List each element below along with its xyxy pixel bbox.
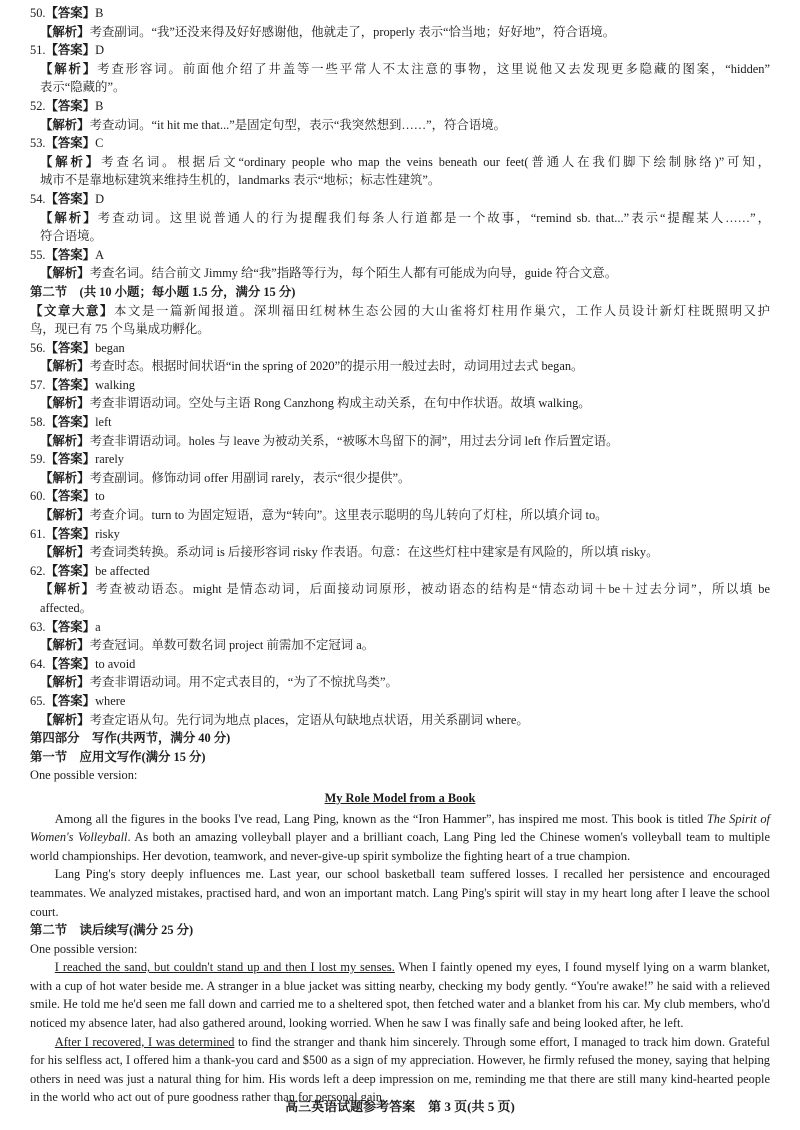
- analysis-line: [30, 543, 770, 562]
- question-number: 53.: [30, 136, 46, 151]
- answer-value: be affected: [95, 563, 150, 578]
- analysis-label: 【解析】: [40, 210, 98, 225]
- essay1-paragraph-1: [30, 810, 770, 866]
- question-number: 51.: [30, 43, 46, 58]
- answer-line: [30, 41, 770, 60]
- analysis-text: 考查被动语态。might 是情态动词，后面接动词原形，被动语态的结构是“情态动词＋be＋过去分词”，所以填 be: [95, 582, 770, 597]
- essay1: [30, 810, 770, 922]
- analysis-line: [30, 580, 770, 599]
- answer-label: 【答案】: [45, 136, 96, 151]
- essay1-title: My Role Model from a Book: [324, 790, 476, 805]
- question-number: 50.: [30, 6, 46, 20]
- answer-line: [30, 190, 770, 209]
- answer-label: 【答案】: [45, 247, 96, 262]
- answer-line: [30, 450, 770, 469]
- analysis-text: 考查形容词。前面他介绍了井盖等一些平常人不太注意的事物，这里说他又去发现更多隐藏的图案，“hidden”: [97, 61, 770, 76]
- answer-label: 【答案】: [45, 98, 96, 113]
- answer-value: where: [95, 693, 126, 708]
- analysis-label: 【解析】: [40, 470, 90, 485]
- analysis-text: 考查动词。“it hit me that...”是固定句型，表示“我突然想到……”，符合语境。: [89, 117, 506, 132]
- question-number: 55.: [30, 247, 46, 262]
- answer-line: [30, 487, 770, 506]
- analysis-label: 【解析】: [40, 24, 90, 39]
- analysis-line: [30, 711, 770, 730]
- answer-label: 【答案】: [45, 43, 96, 58]
- answer-line: [30, 655, 770, 674]
- analysis-label: 【解析】: [40, 266, 90, 281]
- analysis-line: [30, 636, 770, 655]
- answer-label: 【答案】: [45, 377, 96, 392]
- analysis-line: [30, 599, 770, 618]
- answer-line: [30, 246, 770, 265]
- summary-line: [30, 302, 770, 321]
- answer-label: 【答案】: [45, 191, 96, 206]
- answer-label: 【答案】: [45, 693, 96, 708]
- essay1-p1-text-b: . As both an amazing volleyball player and a brilliant coach, Lang Ping led the Chinese women's volleyball team to multiple world championships. Her devotion, teamwork, and never-give-up spirit symbolize the fighting heart of a true champion.: [30, 830, 771, 863]
- analysis-line: [30, 673, 770, 692]
- section2-heading: 第二节 (共 10 小题；每小题 1.5 分，满分 15 分): [30, 284, 296, 299]
- analysis-label: 【解析】: [40, 545, 90, 560]
- answer-label: 【答案】: [45, 656, 96, 671]
- question-number: 57.: [30, 377, 46, 392]
- answer-value: D: [95, 191, 105, 206]
- essay1-paragraph-2: Lang Ping's story deeply influences me. Last year, our school basketball team suffered losses. I recalled her persistence and encouraged teammates. We analyzed mistakes, practised hard, and won an important match. Lang Ping's spirit will stay in my heart long after I leave the school court.: [30, 867, 770, 919]
- analysis-label: 【解析】: [40, 61, 98, 76]
- analysis-text: 考查时态。根据时间状语“in the spring of 2020”的提示用一般过去时，动词用过去式 began。: [89, 359, 584, 374]
- question-number: 56.: [30, 340, 46, 355]
- analysis-line: [30, 506, 770, 525]
- answer-block-50-55: [30, 4, 770, 283]
- analysis-text: affected。: [40, 601, 93, 615]
- given-opening-sentence-1: I reached the sand, but couldn't stand up and then I lost my senses.: [54, 960, 395, 975]
- question-number: 65.: [30, 693, 46, 708]
- answer-value: began: [95, 340, 125, 355]
- analysis-label: 【解析】: [40, 582, 96, 597]
- answer-label: 【答案】: [45, 489, 96, 504]
- analysis-text: 考查非谓语动词。空处与主语 Rong Canzhong 构成主动关系，在句中作状语。故填 walking。: [89, 396, 591, 411]
- summary-label: 【文章大意】: [30, 303, 114, 318]
- answer-line: [30, 525, 770, 544]
- answer-value: B: [95, 98, 104, 113]
- question-number: 59.: [30, 452, 46, 467]
- answer-line: [30, 562, 770, 581]
- answer-line: [30, 97, 770, 116]
- analysis-line: [30, 264, 770, 283]
- possible-version-label: One possible version:: [30, 768, 138, 783]
- analysis-line: [30, 394, 770, 413]
- analysis-text: 考查动词。这里说普通人的行为提醒我们每条人行道都是一个故事，“remind sb. that...”表示“提醒某人……”，: [97, 210, 770, 225]
- answer-line: [30, 376, 770, 395]
- answer-value: B: [95, 6, 104, 20]
- answer-line: [30, 339, 770, 358]
- possible-version-label-2: One possible version:: [30, 941, 138, 956]
- question-number: 54.: [30, 191, 46, 206]
- answer-value: to: [95, 489, 105, 504]
- analysis-line: [30, 23, 770, 42]
- analysis-text: 考查名词。结合前文 Jimmy 给“我”指路等行为，每个陌生人都有可能成为向导，guide 符合文意。: [89, 266, 618, 281]
- analysis-text: 考查冠词。单数可数名词 project 前需加不定冠词 a。: [89, 638, 375, 653]
- answer-line: [30, 618, 770, 637]
- question-number: 52.: [30, 98, 46, 113]
- part4-heading: 第四部分 写作(共两节，满分 40 分): [30, 731, 231, 746]
- answer-value: to avoid: [95, 656, 136, 671]
- analysis-line: [30, 78, 770, 97]
- analysis-text: 考查非谓语动词。用不定式表目的，“为了不惊扰鸟类”。: [89, 675, 398, 690]
- answer-value: rarely: [95, 452, 124, 467]
- analysis-text: 考查介词。turn to 为固定短语，意为“转向”。这里表示聪明的鸟儿转向了灯柱，所以填介词 to。: [89, 508, 608, 523]
- answer-block-56-65: [30, 339, 770, 729]
- analysis-line: [30, 60, 770, 79]
- essay2-paragraph-2: [30, 1033, 770, 1107]
- answer-value: left: [95, 415, 112, 430]
- essay2-p1-text: When I faintly opened my eyes, I found myself lying on a warm blanket, with a cup of hot water beside me. A stranger in a blue jacket was sitting nearby, checking my body gently. “You're awake!” he said with a relieved smile. He told me he'd seen me fall down and carried me to a sheltered spot, then fetched water and a blanket from his car. My club members, who'd noticed my absence later, had also gathered around, looking worried. When he saw I was finally safe and being looked after, he left.: [30, 960, 771, 1031]
- analysis-label: 【解析】: [40, 508, 90, 523]
- answer-label: 【答案】: [45, 619, 96, 634]
- given-opening-sentence-2: After I recovered, I was determined: [54, 1034, 235, 1049]
- analysis-line: [30, 357, 770, 376]
- essay2-p2-text: to find the stranger and thank him sincerely. Through some effort, I managed to track him down. Grateful for his selfless act, I offered him a thank-you card and $500 as a sign of my appreciation. However, he firmly refused the money, saying that helping others in need was just a natural thing for him. His words left a deep impression on me, reminding me that there are still many kind-hearted people in the world who act out of pure goodness rather than for personal gain.: [30, 1034, 770, 1105]
- essay2: [30, 958, 770, 1107]
- analysis-text: 表示“隐藏的”。: [40, 80, 126, 95]
- writing1-heading: 第一节 应用文写作(满分 15 分): [30, 749, 206, 764]
- analysis-text: 考查非谓语动词。holes 与 leave 为被动关系，“被啄木鸟留下的洞”，用过去分词 left 作后置定语。: [89, 433, 619, 448]
- analysis-label: 【解析】: [40, 154, 102, 169]
- analysis-line: [30, 432, 770, 451]
- analysis-text: 考查名词。根据后文“ordinary people who map the veins beneath our feet(普通人在我们脚下绘制脉络)”可知，: [101, 154, 770, 169]
- analysis-text: 考查词类转换。系动词 is 后接形容词 risky 作表语。句意：在这些灯柱中建家是有风险的，所以填 risky。: [89, 545, 659, 560]
- analysis-line: [30, 227, 770, 246]
- question-number: 61.: [30, 526, 46, 541]
- analysis-line: [30, 209, 770, 228]
- answer-line: [30, 4, 770, 23]
- book-title: The Spirit of Women's Volleyball: [30, 811, 770, 845]
- answer-value: D: [95, 43, 105, 58]
- analysis-line: [30, 171, 770, 190]
- answer-line: [30, 134, 770, 153]
- analysis-line: [30, 116, 770, 135]
- question-number: 63.: [30, 619, 46, 634]
- answer-label: 【答案】: [45, 526, 96, 541]
- answer-value: C: [95, 136, 104, 151]
- answer-label: 【答案】: [45, 563, 96, 578]
- answer-label: 【答案】: [45, 452, 96, 467]
- writing2-heading: 第二节 读后续写(满分 25 分): [30, 923, 194, 938]
- analysis-text: 考查副词。“我”还没来得及好好感谢他，他就走了，properly 表示“恰当地；好好地”，符合语境。: [89, 24, 616, 39]
- answer-label: 【答案】: [45, 415, 96, 430]
- summary-text-1: 本文是一篇新闻报道。深圳福田红树林生态公园的大山雀将灯柱用作巢穴，工作人员设计新灯柱既照明又护: [113, 303, 770, 318]
- analysis-label: 【解析】: [40, 675, 90, 690]
- analysis-line: [30, 153, 770, 172]
- analysis-text: 考查定语从句。先行词为地点 places，定语从句缺地点状语，用关系副词 where。: [89, 712, 529, 727]
- answer-label: 【答案】: [45, 340, 96, 355]
- analysis-text: 城市不是靠地标建筑来维持生机的，landmarks 表示“地标；标志性建筑”。: [40, 173, 441, 188]
- analysis-label: 【解析】: [40, 712, 90, 727]
- question-number: 58.: [30, 415, 46, 430]
- answer-value: A: [95, 247, 105, 262]
- analysis-label: 【解析】: [40, 433, 90, 448]
- question-number: 64.: [30, 656, 46, 671]
- essay1-p1-text-a: Among all the figures in the books I've read, Lang Ping, known as the “Iron Hammer”, has inspired me most. This book is titled: [54, 811, 707, 826]
- question-number: 62.: [30, 563, 46, 578]
- analysis-label: 【解析】: [40, 638, 90, 653]
- summary-line: 鸟，现已有 75 个鸟巢成功孵化。: [30, 322, 210, 337]
- analysis-text: 考查副词。修饰动词 offer 用副词 rarely，表示“很少提供”。: [89, 470, 411, 485]
- analysis-label: 【解析】: [40, 396, 90, 411]
- analysis-label: 【解析】: [40, 117, 90, 132]
- answer-line: [30, 692, 770, 711]
- answer-value: a: [95, 619, 101, 634]
- question-number: 60.: [30, 489, 46, 504]
- answer-value: risky: [95, 526, 120, 541]
- analysis-line: [30, 469, 770, 488]
- answer-value: walking: [95, 377, 135, 392]
- page-footer: 高三英语试题参考答案 第 3 页(共 5 页): [285, 1099, 515, 1114]
- answer-label: 【答案】: [45, 6, 96, 20]
- analysis-text: 符合语境。: [40, 229, 102, 244]
- analysis-label: 【解析】: [40, 359, 90, 374]
- answer-line: [30, 413, 770, 432]
- essay2-paragraph-1: [30, 958, 770, 1032]
